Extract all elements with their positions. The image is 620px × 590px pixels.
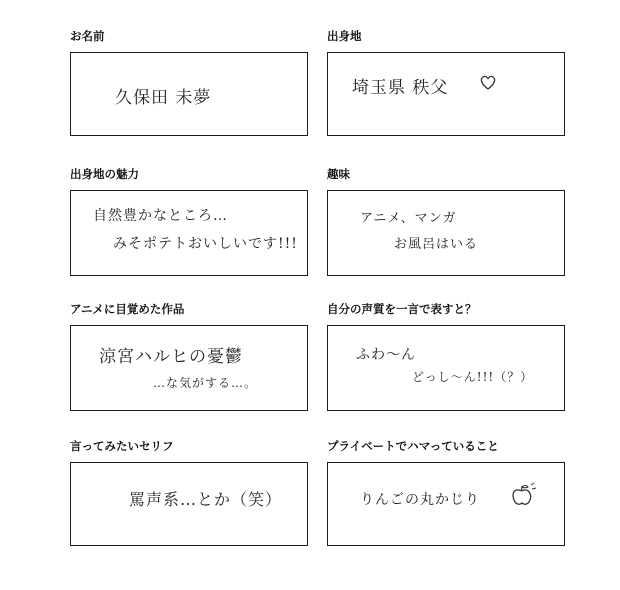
answer-line-1: 久保田 未夢: [115, 88, 212, 108]
answer-line-2: お風呂はいる: [394, 237, 479, 252]
field-hobby: [327, 166, 565, 276]
answer-box: [327, 462, 565, 546]
field-label: 出身地: [327, 29, 362, 43]
field-voice-quality: [327, 301, 565, 411]
field-label: 趣味: [327, 167, 350, 181]
field-label: プライベートでハマっていること: [327, 439, 499, 453]
apple-doodle-icon: [508, 481, 538, 509]
field-label: 自分の声質を一言で表すと？: [327, 302, 477, 316]
answer-box: [70, 52, 308, 136]
field-wanted-line: [70, 438, 308, 546]
field-label: 言ってみたいセリフ: [70, 439, 174, 453]
answer-line-1: りんごの丸かじり: [360, 492, 480, 508]
answer-box: [327, 52, 565, 136]
answer-box: [70, 190, 308, 276]
answer-line-2: みそポテトおいしいです!!!: [113, 236, 298, 252]
answer-box: [70, 325, 308, 411]
answer-box: [327, 190, 565, 276]
answer-line-1: アニメ、マンガ: [360, 211, 457, 226]
field-label: 出身地の魅力: [70, 167, 139, 181]
field-awakening-anime: [70, 301, 308, 411]
answer-line-1: 涼宮ハルヒの憂鬱: [99, 347, 243, 367]
answer-line-1: 埼玉県 秩父: [352, 78, 449, 98]
field-label: アニメに目覚めた作品: [70, 302, 185, 316]
field-hometown-charm: [70, 166, 308, 276]
field-hometown: [327, 28, 565, 136]
field-private-hobby: [327, 438, 565, 546]
answer-line-1: 自然豊かなところ…: [93, 208, 228, 224]
field-label: お名前: [70, 29, 105, 43]
answer-box: [327, 325, 565, 411]
answer-line-1: ふわ～ん: [356, 347, 416, 363]
answer-box: [70, 462, 308, 546]
field-name: [70, 28, 308, 136]
answer-line-2: …な気がする…。: [153, 376, 258, 390]
heart-doodle-icon: [478, 71, 498, 92]
answer-line-1: 罵声系…とか（笑）: [129, 490, 283, 509]
answer-line-2: どっし～ん!!!（？）: [412, 370, 534, 384]
